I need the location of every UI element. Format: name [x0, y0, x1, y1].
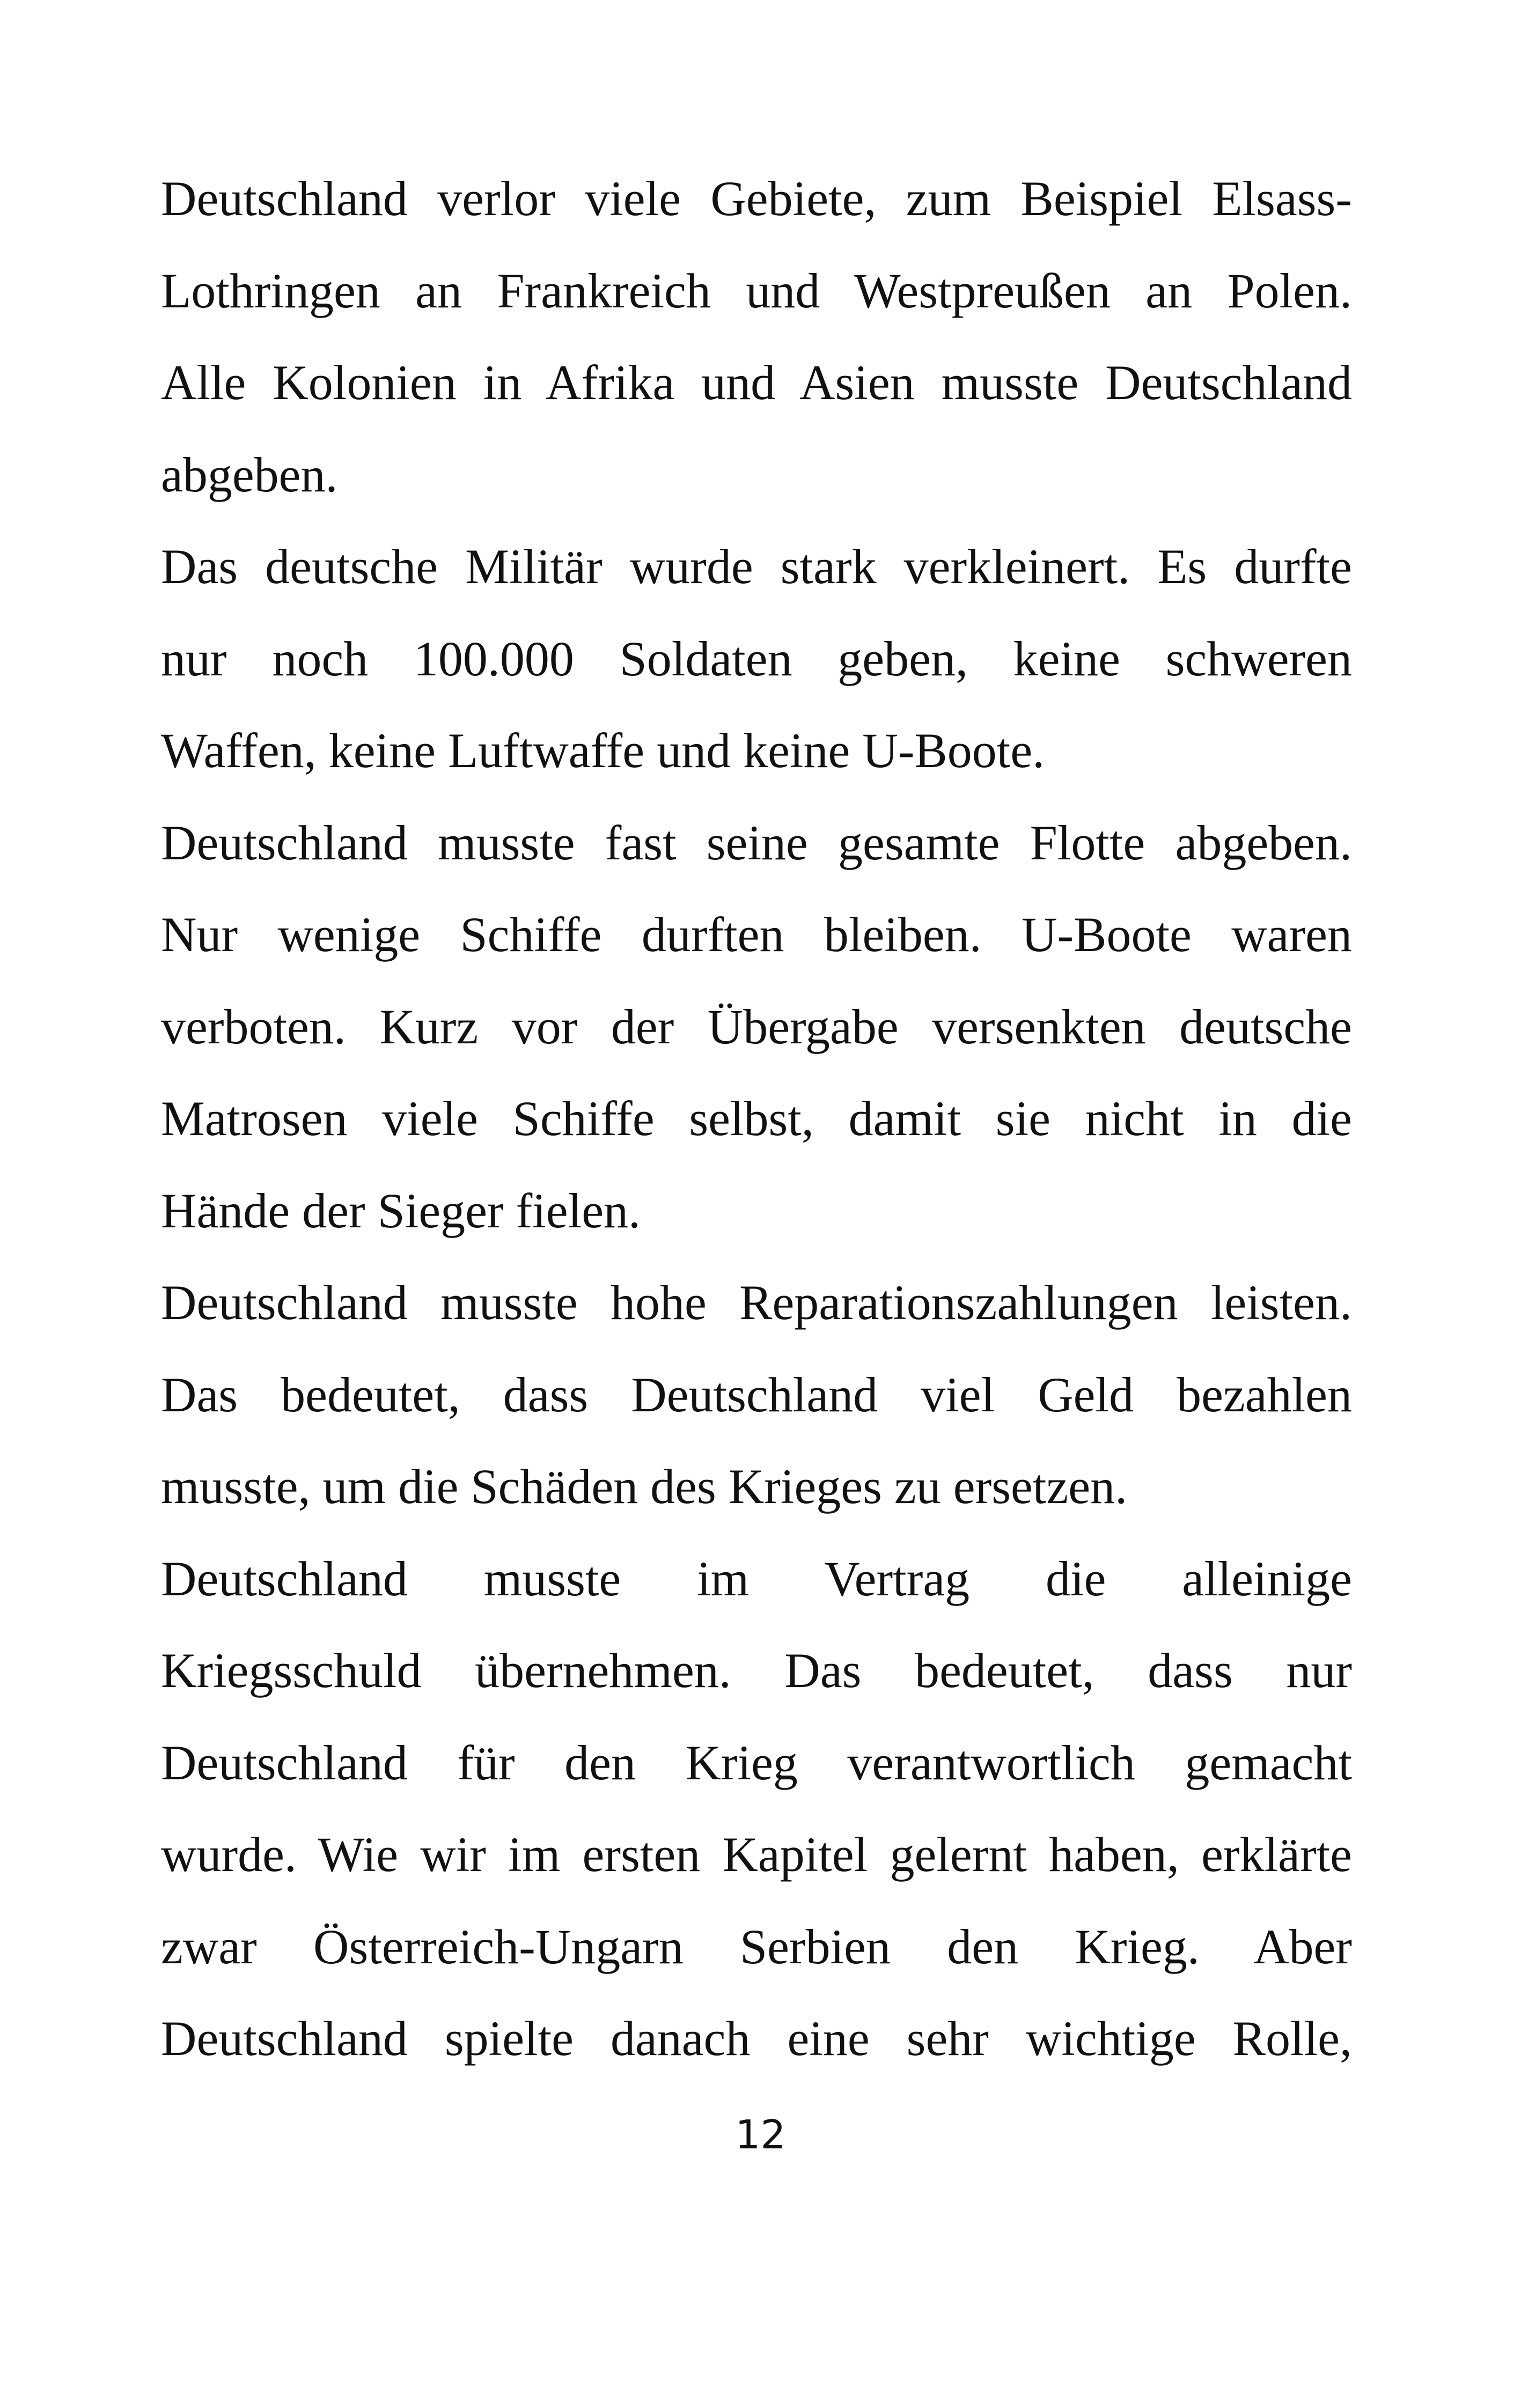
body-text: [161, 153, 1352, 2085]
paragraph-fleet: [161, 797, 1352, 1257]
page-number: 12: [735, 2112, 786, 2158]
text-line: musste, um die Schäden des Krieges zu ersetzen.: [161, 1459, 1128, 1514]
text-line: Lothringen an Frankreich und Westpreußen an Polen.: [161, 263, 1352, 318]
paragraph-reparations: [161, 1257, 1352, 1533]
text-line: Deutschland für den Krieg verantwortlich gemacht: [161, 1735, 1352, 1790]
paragraph-territories: [161, 153, 1352, 521]
text-line: verboten. Kurz vor der Übergabe versenkten deutsche: [161, 999, 1352, 1054]
paragraph-war-guilt: [161, 1533, 1352, 2085]
text-line: Hände der Sieger fielen.: [161, 1183, 641, 1238]
text-line: Waffen, keine Luftwaffe und keine U-Boote.: [161, 723, 1045, 778]
text-line: Das deutsche Militär wurde stark verkleinert. Es durfte: [161, 539, 1352, 594]
text-line: Deutschland musste hohe Reparationszahlungen leisten.: [161, 1275, 1352, 1330]
text-line: Deutschland spielte danach eine sehr wichtige Rolle,: [161, 2011, 1352, 2066]
text-line: Deutschland musste fast seine gesamte Flotte abgeben.: [161, 815, 1352, 870]
paragraph-military: [161, 521, 1352, 797]
text-line: nur noch 100.000 Soldaten geben, keine schweren: [161, 631, 1352, 686]
text-line: Matrosen viele Schiffe selbst, damit sie nicht in die: [161, 1091, 1352, 1146]
text-line: Alle Kolonien in Afrika und Asien musste Deutschland: [161, 355, 1352, 410]
text-line: zwar Österreich-Ungarn Serbien den Krieg. Aber: [161, 1919, 1352, 1974]
text-line: Nur wenige Schiffe durften bleiben. U-Boote waren: [161, 907, 1352, 962]
text-line: Deutschland musste im Vertrag die alleinige: [161, 1551, 1352, 1606]
text-line: abgeben.: [161, 447, 338, 502]
text-line: Deutschland verlor viele Gebiete, zum Beispiel Elsass-: [161, 171, 1352, 226]
text-line: Kriegsschuld übernehmen. Das bedeutet, dass nur: [161, 1643, 1352, 1698]
text-line: Das bedeutet, dass Deutschland viel Geld bezahlen: [161, 1367, 1352, 1422]
text-line: wurde. Wie wir im ersten Kapitel gelernt haben, erklärte: [161, 1827, 1352, 1882]
